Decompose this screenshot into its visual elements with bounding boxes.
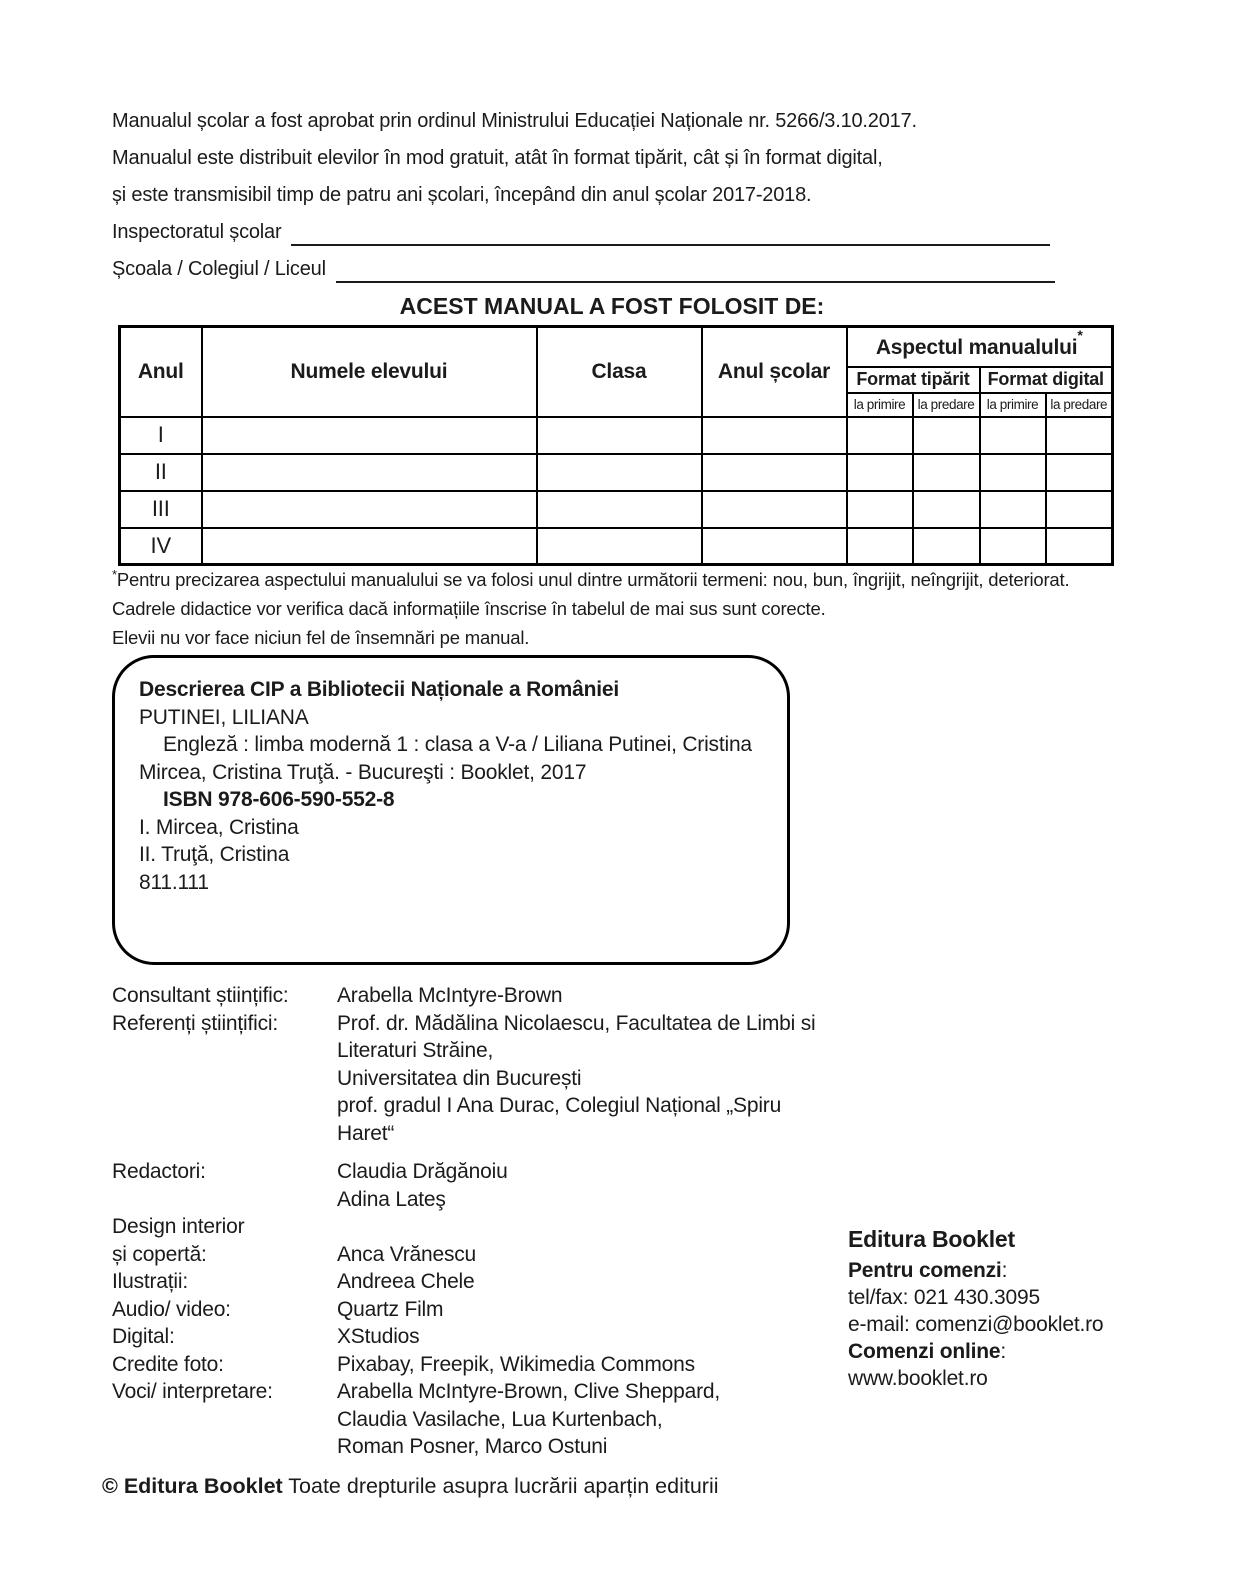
publisher-telfax: tel/fax: 021 430.3095 — [848, 1286, 1040, 1309]
cip-ref-2: II. Truţă, Cristina — [139, 843, 290, 866]
col-header-numele-elevului: Numele elevului — [202, 327, 537, 417]
publisher-name: Editura Booklet — [848, 1226, 1015, 1252]
empty-cell — [980, 417, 1046, 454]
footnote-line-3: Elevii nu vor face niciun fel de însemnări pe manual. — [112, 627, 530, 649]
cip-ref-1: I. Mircea, Cristina — [139, 815, 299, 839]
inspectorate-blank-line — [291, 244, 1050, 246]
credit-value: Andreea Chele — [337, 1270, 475, 1293]
credit-label: Redactori: — [112, 1160, 206, 1183]
credit-label: Credite foto: — [112, 1352, 224, 1376]
empty-cell — [913, 454, 980, 491]
publisher-email: e-mail: comenzi@booklet.ro — [848, 1313, 1104, 1336]
cip-classification-code: 811.111 — [139, 870, 209, 894]
orders-colon: : — [1001, 1259, 1008, 1282]
col-header-format-tiparit: Format tipărit — [847, 367, 980, 393]
intro-paragraph — [112, 103, 1072, 288]
empty-cell — [847, 491, 913, 528]
empty-cell — [537, 528, 702, 565]
table-row-year-4 — [120, 528, 1113, 565]
empty-cell — [1046, 454, 1113, 491]
cip-desc-line-2: Mircea, Cristina Truţă. - Bucureşti : Booklet, 2017 — [139, 760, 587, 784]
intro-line-3: și este transmisibil timp de patru ani școlari, începând din anul școlar 2017-2018. — [112, 184, 812, 206]
aspect-footnote-star: * — [1077, 327, 1083, 344]
empty-cell — [980, 454, 1046, 491]
year-numeral: III — [120, 491, 202, 528]
credit-label: Digital: — [112, 1325, 175, 1348]
credit-redactori — [112, 1158, 842, 1213]
footnote-line-1 — [112, 560, 1122, 594]
credit-label — [112, 1213, 337, 1268]
year-numeral: II — [120, 454, 202, 491]
empty-cell — [537, 454, 702, 491]
col-header-la-primire-digital: la primire — [980, 393, 1046, 417]
inspectorate-label: Inspectoratul școlar — [112, 221, 282, 243]
table-row-year-2 — [120, 454, 1113, 491]
referent-line-3: prof. gradul I Ana Durac, Colegiul Național „Spiru Haret“ — [337, 1094, 782, 1145]
empty-cell — [702, 491, 847, 528]
credit-label: Voci/ interpretare: — [112, 1380, 273, 1403]
orders-heading — [848, 1257, 1103, 1284]
empty-cell — [1046, 528, 1113, 565]
credit-voci — [112, 1378, 842, 1461]
empty-cell — [980, 528, 1046, 565]
empty-cell — [702, 417, 847, 454]
online-orders-colon: : — [1000, 1340, 1007, 1363]
empty-cell — [1046, 491, 1113, 528]
school-label: Școala / Colegiul / Liceul — [112, 258, 326, 280]
publisher-website: www.booklet.ro — [848, 1367, 988, 1390]
col-header-format-digital: Format digital — [980, 367, 1113, 393]
cip-author: PUTINEI, LILIANA — [139, 705, 309, 729]
empty-cell — [1046, 417, 1113, 454]
intro-line-2: Manualul este distribuit elevilor în mod gratuit, atât în format tipărit, cât și în format digital, — [112, 147, 883, 169]
footnote-block — [112, 560, 1122, 652]
empty-cell — [913, 491, 980, 528]
credit-foto — [112, 1351, 842, 1379]
redactor-line-1: Claudia Drăgănoiu — [337, 1160, 508, 1183]
credit-design — [112, 1213, 842, 1268]
orders-label: Pentru comenzi — [848, 1259, 1002, 1282]
credit-ilustratii — [112, 1268, 842, 1296]
credit-label: Consultant științific: — [112, 984, 289, 1007]
credit-value — [337, 1158, 842, 1213]
cip-isbn: ISBN 978-606-590-552-8 — [163, 788, 395, 811]
publisher-block — [848, 1224, 1103, 1392]
copyright-text: Toate drepturile asupra lucrării aparțin editurii — [282, 1474, 719, 1498]
credit-audio-video — [112, 1296, 842, 1324]
empty-cell — [913, 417, 980, 454]
empty-cell — [537, 491, 702, 528]
aspect-label: Aspectul manualului — [875, 336, 1078, 360]
col-header-la-primire-tiparit: la primire — [847, 393, 913, 417]
credit-value: Arabella McIntyre-Brown — [337, 984, 563, 1007]
inspectorate-row — [112, 214, 1050, 251]
col-header-la-predare-tiparit: la predare — [913, 393, 980, 417]
footnote-star: * — [112, 567, 117, 582]
design-label-line-2: și copertă: — [112, 1242, 207, 1266]
empty-cell — [847, 528, 913, 565]
credit-label: Audio/ video: — [112, 1297, 231, 1321]
redactor-line-2: Adina Lateş — [337, 1187, 446, 1211]
empty-cell — [202, 454, 537, 491]
credit-referenti — [112, 1010, 842, 1148]
credit-value: Quartz Film — [337, 1297, 444, 1321]
credit-value — [337, 1378, 842, 1461]
cip-title: Descrierea CIP a Bibliotecii Naționale a României — [139, 678, 619, 701]
online-orders-heading — [848, 1338, 1103, 1365]
col-header-aspect — [847, 327, 1113, 367]
credit-value: Pixabay, Freepik, Wikimedia Commons — [337, 1352, 695, 1376]
empty-cell — [537, 417, 702, 454]
year-numeral: IV — [120, 528, 202, 565]
empty-cell — [202, 491, 537, 528]
empty-cell — [913, 528, 980, 565]
col-header-clasa: Clasa — [537, 327, 702, 417]
empty-cell — [980, 491, 1046, 528]
table-row-year-1 — [120, 417, 1113, 454]
table-row-year-3 — [120, 491, 1113, 528]
online-orders-label: Comenzi online — [848, 1340, 1001, 1363]
empty-cell — [847, 417, 913, 454]
col-header-la-predare-digital: la predare — [1046, 393, 1113, 417]
col-header-anul: Anul — [120, 327, 202, 417]
usage-table — [118, 325, 1114, 566]
voci-line-2: Claudia Vasilache, Lua Kurtenbach, — [337, 1407, 663, 1431]
empty-cell — [702, 454, 847, 491]
copyright-line — [102, 1474, 719, 1499]
footnote-text-1: Pentru precizarea aspectului manualului se va folosi unul dintre următorii termeni: nou, bun, îngrijit, neîngrijit, deteriorat. — [116, 569, 1070, 591]
empty-cell — [702, 528, 847, 565]
credit-value: Anca Vrănescu — [337, 1242, 477, 1266]
credit-consultant — [112, 982, 842, 1010]
referent-line-2: Universitatea din București — [337, 1066, 582, 1090]
copyright-publisher: © Editura Booklet — [102, 1474, 283, 1498]
intro-line-1: Manualul școlar a fost aprobat prin ordinul Ministrului Educației Naționale nr. 5266/3.10.2017. — [112, 110, 917, 132]
credit-label: Ilustrații: — [112, 1270, 188, 1293]
empty-cell — [202, 417, 537, 454]
col-header-anul-scolar: Anul școlar — [702, 327, 847, 417]
empty-cell — [202, 528, 537, 565]
footnote-line-2: Cadrele didactice vor verifica dacă informațiile înscrise în tabelul de mai sus sunt corecte. — [112, 598, 826, 620]
credits-section — [112, 982, 842, 1461]
voci-line-1: Arabella McIntyre-Brown, Clive Sheppard, — [337, 1380, 721, 1403]
credit-value: XStudios — [337, 1325, 420, 1348]
school-blank-line — [336, 281, 1055, 283]
referent-line-1: Prof. dr. Mădălina Nicolaescu, Facultatea de Limbi si Literaturi Străine, — [337, 1011, 816, 1062]
cip-desc-line-1: Engleză : limba modernă 1 : clasa a V-a / Liliana Putinei, Cristina — [163, 733, 752, 756]
credit-value — [337, 1010, 842, 1148]
school-row — [112, 251, 1055, 288]
cip-description-box — [112, 655, 790, 965]
year-numeral: I — [120, 417, 202, 454]
voci-line-3: Roman Posner, Marco Ostuni — [337, 1435, 608, 1458]
empty-cell — [847, 454, 913, 491]
credit-label: Referenți științifici: — [112, 1011, 278, 1035]
credit-digital — [112, 1323, 842, 1351]
section-heading: ACEST MANUAL A FOST FOLOSIT DE: — [399, 293, 825, 319]
design-label-line-1: Design interior — [112, 1215, 245, 1238]
